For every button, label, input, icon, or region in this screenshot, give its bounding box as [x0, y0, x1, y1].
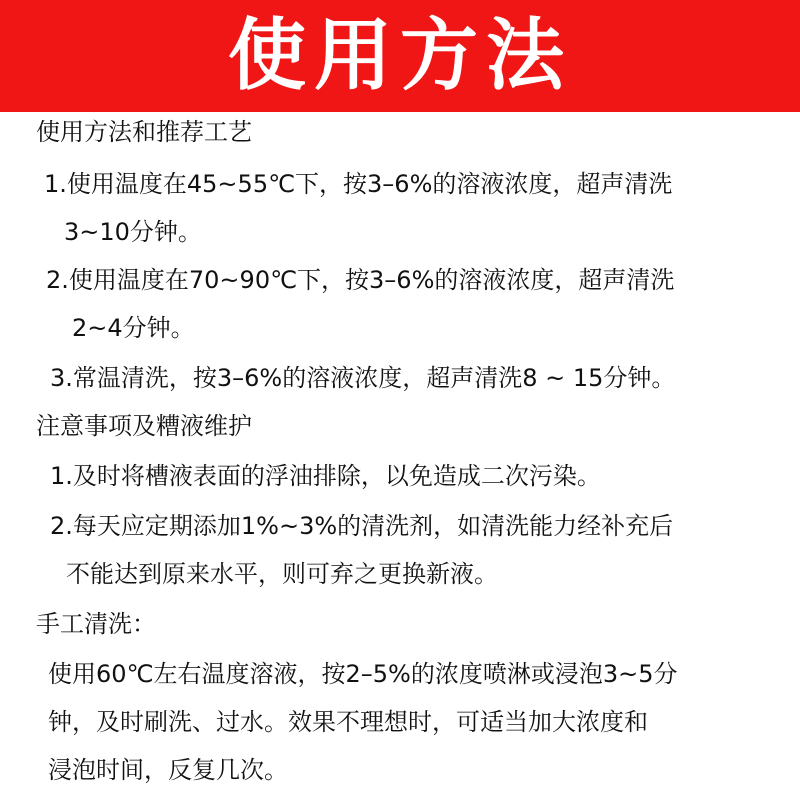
usage-item-1-line-2: 3~10分钟。 [64, 218, 202, 246]
usage-item-2-line-2: 2~4分钟。 [72, 314, 195, 342]
title-banner [0, 0, 800, 112]
notes-item-1: 1.及时将槽液表面的浮油排除，以免造成二次污染。 [50, 462, 601, 490]
notes-item-2-line-2: 不能达到原来水平，则可弃之更换新液。 [66, 560, 498, 588]
manual-heading: 手工清洗： [36, 610, 156, 638]
manual-line-3: 浸泡时间，反复几次。 [48, 756, 288, 784]
manual-line-1: 使用60℃左右温度溶液，按2–5%的浓度喷淋或浸泡3~5分 [48, 660, 678, 688]
usage-item-2-line-1: 2.使用温度在70~90℃下，按3–6%的溶液浓度，超声清洗 [46, 266, 675, 294]
usage-heading: 使用方法和推荐工艺 [36, 118, 252, 146]
notes-heading: 注意事项及糟液维护 [36, 412, 252, 440]
usage-item-1-line-1: 1.使用温度在45~55℃下，按3–6%的溶液浓度，超声清洗 [44, 170, 673, 198]
notes-item-2-line-1: 2.每天应定期添加1%~3%的清洗剂，如清洗能力经补充后 [50, 512, 674, 540]
usage-item-3: 3.常温清洗，按3–6%的溶液浓度，超声清洗8 ~ 15分钟。 [50, 364, 676, 392]
manual-line-2: 钟，及时刷洗、过水。效果不理想时，可适当加大浓度和 [48, 708, 648, 736]
page-title: 使用方法 [227, 11, 572, 101]
